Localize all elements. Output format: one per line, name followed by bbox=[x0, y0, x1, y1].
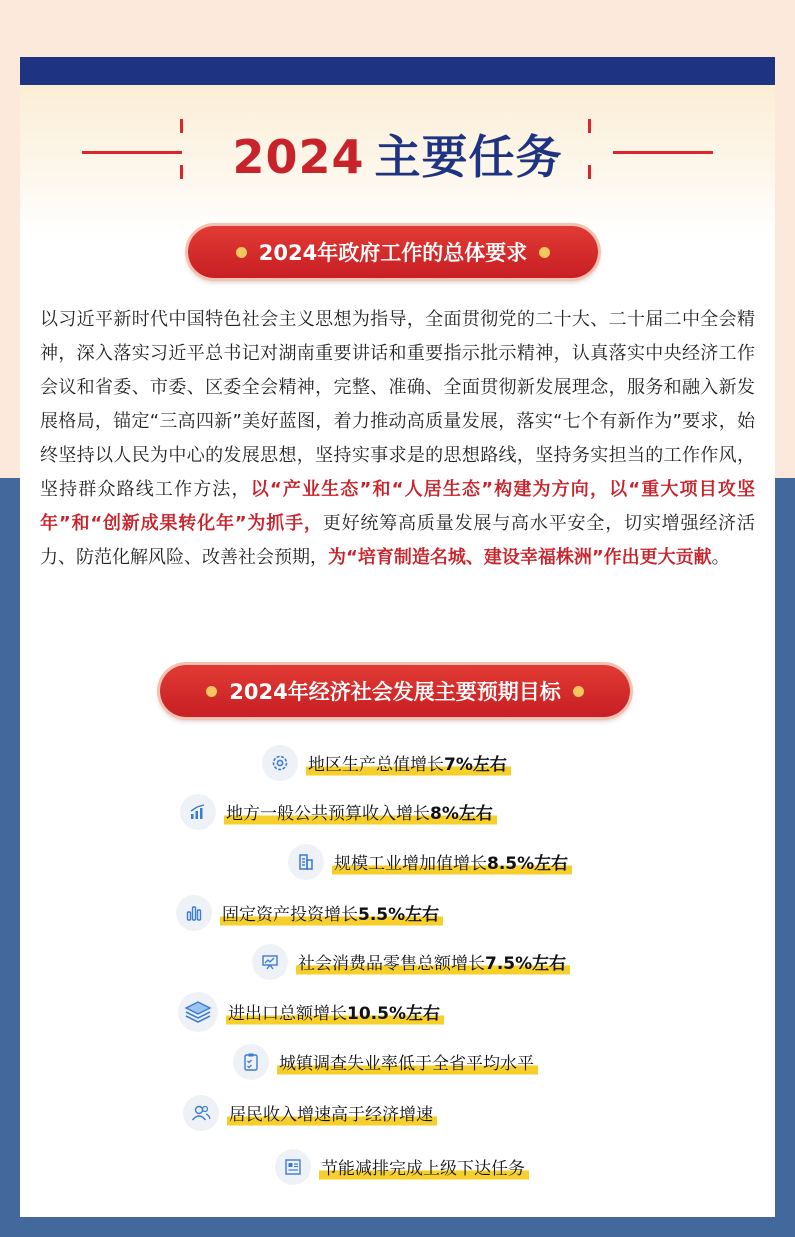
paragraph-text: 。 bbox=[711, 547, 730, 568]
presentation-board-icon bbox=[252, 944, 288, 980]
goal-value: 10.5%左右 bbox=[347, 1003, 440, 1024]
title-decor-line-left bbox=[82, 151, 182, 154]
document-list-icon bbox=[275, 1149, 311, 1185]
ribbon-dot-icon bbox=[236, 247, 247, 258]
section-heading-development-targets bbox=[160, 665, 630, 717]
goal-text bbox=[332, 849, 572, 876]
goal-item bbox=[275, 1149, 529, 1185]
paragraph-text: 更好统筹高质量发展与高水平安全，切实增强经济活力、防范化解风险、改善社会预期， bbox=[40, 513, 756, 568]
goal-label: 居民收入增速高于经济增速 bbox=[229, 1104, 433, 1125]
goal-item bbox=[176, 895, 443, 931]
title-text: 主要任务 bbox=[374, 130, 563, 184]
goal-text bbox=[296, 949, 570, 976]
goal-label: 社会消费品零售总额增长 bbox=[298, 953, 485, 974]
goal-item bbox=[288, 844, 572, 880]
goal-label: 地方一般公共预算收入增长 bbox=[226, 803, 430, 824]
goal-text bbox=[227, 1100, 437, 1127]
goal-label: 固定资产投资增长 bbox=[222, 904, 358, 925]
paragraph-highlight: 以“产业生态”和“人居生态”构建为方向，以“重大项目攻坚年”和“创新成果转化年”为抓手， bbox=[40, 479, 756, 534]
goal-text bbox=[306, 750, 511, 777]
clipboard-check-icon bbox=[233, 1044, 269, 1080]
paragraph-highlight: 为“培育制造名城、建设幸福株洲”作出更大贡献 bbox=[328, 547, 712, 568]
section-heading-text: 2024年政府工作的总体要求 bbox=[258, 241, 528, 265]
ribbon-dot-icon bbox=[539, 247, 550, 258]
goal-label: 规模工业增加值增长 bbox=[334, 853, 487, 874]
goal-value: 8.5%左右 bbox=[487, 853, 569, 874]
goal-item bbox=[180, 794, 497, 830]
title-decor-line-right bbox=[613, 151, 713, 154]
factory-building-icon bbox=[288, 844, 324, 880]
general-requirements-paragraph bbox=[40, 303, 755, 575]
goal-item bbox=[183, 1095, 437, 1131]
ribbon-dot-icon bbox=[206, 686, 217, 697]
goal-text bbox=[220, 900, 443, 927]
page-title bbox=[180, 121, 615, 187]
goal-text bbox=[226, 999, 444, 1026]
title-year: 2024 bbox=[232, 130, 365, 184]
goal-text bbox=[319, 1154, 529, 1181]
goal-item bbox=[233, 1044, 538, 1080]
goal-item bbox=[262, 745, 511, 781]
goal-value: 7%左右 bbox=[444, 754, 507, 775]
goal-value: 5.5%左右 bbox=[358, 904, 440, 925]
goal-text bbox=[224, 799, 497, 826]
layers-icon bbox=[178, 992, 218, 1032]
section-heading-general-requirements bbox=[188, 226, 598, 278]
bar-chart-icon bbox=[176, 895, 212, 931]
goal-text bbox=[277, 1049, 538, 1076]
content-card bbox=[20, 57, 775, 1217]
goal-label: 地区生产总值增长 bbox=[308, 754, 444, 775]
paragraph-text: 以习近平新时代中国特色社会主义思想为指导，全面贯彻党的二十大、二十届二中全会精神，深入落实习近平总书记对湖南重要讲话和重要指示批示精神，认真落实中央经济工作会议和省委、市委、区委全会精神，完整、准确、全面贯彻新发展理念，服务和融入新发展格局，锚定“三高四新”美好蓝图，着力推动高质量发展，落实“七个有新作为”要求，始终坚持以人民为中心的发展思想，坚持实事求是的思想路线，坚持务实担当的工作作风，坚持群众路线工作方法， bbox=[40, 309, 755, 500]
goal-label: 进出口总额增长 bbox=[228, 1003, 347, 1024]
bar-chart-rising-icon bbox=[180, 794, 216, 830]
ribbon-dot-icon bbox=[573, 686, 584, 697]
goal-item bbox=[252, 944, 570, 980]
goal-label: 节能减排完成上级下达任务 bbox=[321, 1158, 525, 1179]
goal-item bbox=[178, 994, 444, 1030]
top-navy-bar bbox=[20, 57, 775, 85]
goal-value: 8%左右 bbox=[430, 803, 493, 824]
section-heading-text: 2024年经济社会发展主要预期目标 bbox=[229, 680, 561, 704]
gear-icon bbox=[262, 745, 298, 781]
people-icon bbox=[183, 1095, 219, 1131]
goal-value: 7.5%左右 bbox=[485, 953, 567, 974]
goal-label: 城镇调查失业率低于全省平均水平 bbox=[279, 1053, 534, 1074]
